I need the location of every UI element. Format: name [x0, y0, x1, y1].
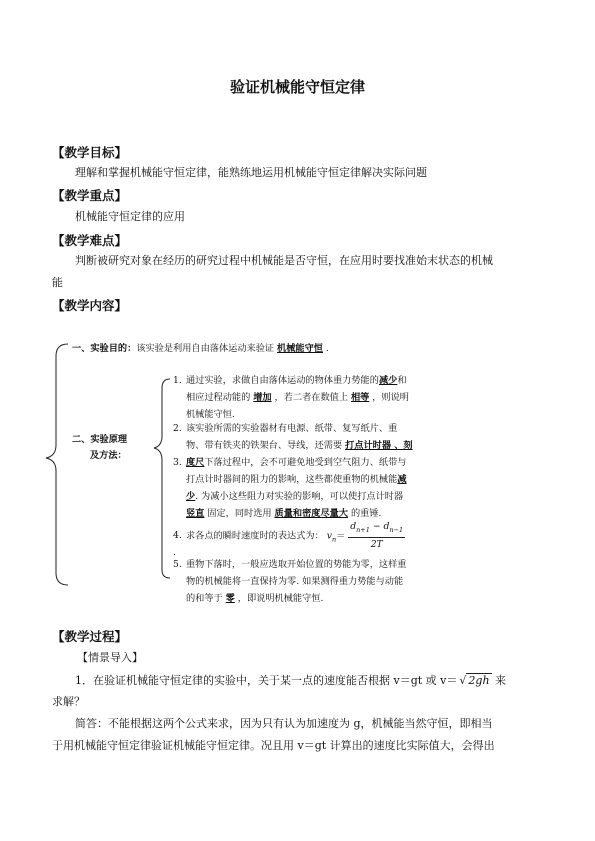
item-text: ，即说明机械能守恒.	[237, 593, 324, 604]
section-header-goal: 【教学目标】	[52, 145, 128, 160]
question-1-cont: 求解？	[52, 695, 85, 708]
item-text: 和	[397, 375, 407, 386]
item-number: 1.	[173, 375, 182, 386]
difficulty-text-2: 能	[52, 276, 63, 289]
difficulty-text-1: 判断被研究对象在经历的研究过程中机械能是否守恒，在应用时要找准始末状态的机械	[75, 254, 493, 267]
sqrt-radicand: 2gh	[468, 674, 490, 687]
question-1-line	[75, 670, 506, 692]
formula-sub: n+1	[356, 525, 370, 534]
blank-equal: 相等	[350, 392, 370, 403]
formula-sub: n	[331, 535, 337, 544]
item-text: 打点计时器间的阻力的影响，这些都使重物的机械能	[186, 474, 398, 485]
item-text: 下落过程中，会不可避免地受到空气阻力、纸带与	[204, 457, 407, 468]
item-text: ，若二者在数值上	[274, 392, 349, 403]
principle-label-1: 二、实验原理	[72, 434, 128, 445]
answer-line-1: 简答：不能根据这两个公式来求，因为只有认为加速度为 g，机械能当然守恒，即相当	[75, 717, 493, 730]
blank-decrease: 减少	[378, 375, 398, 386]
item-number: 5.	[173, 559, 182, 570]
formula-var: v	[326, 530, 332, 542]
item-number: 4.	[173, 530, 182, 542]
principle-item-5	[173, 556, 448, 607]
item-text: 物、带有铁夹的铁架台、导线，还需要	[186, 440, 343, 451]
formula-sub: n−1	[389, 525, 404, 534]
item-text: 机械能守恒.	[186, 409, 235, 420]
item-text: 该实验所需的实验器材有电源、纸带、复写纸片、重	[186, 423, 398, 434]
item-text: 固定，同时选用	[207, 508, 272, 519]
blank-zero: 零	[225, 593, 235, 604]
velocity-formula	[327, 520, 405, 552]
goal-text: 理解和掌握机械能守恒定律，能熟练地运用机械能守恒定律解决实际问题	[75, 166, 427, 179]
question-1-text: 1．在验证机械能守恒定律的实验中，关于某一点的速度能否根据 v＝gt 或 v＝	[75, 674, 458, 687]
sqrt-expression: √ 2gh	[459, 674, 490, 687]
formula-fraction	[348, 520, 405, 552]
section-header-process: 【教学过程】	[52, 629, 128, 644]
blank-ruler: 度尺	[186, 457, 205, 468]
formula-d: d	[383, 521, 390, 532]
section-header-difficulty: 【教学难点】	[52, 233, 128, 248]
item-text: 的重锤.	[350, 508, 382, 519]
principle-item-4	[173, 520, 448, 552]
formula-eq: ＝	[336, 530, 346, 542]
blank-vertical: 竖直	[186, 508, 205, 519]
purpose-end: .	[325, 343, 329, 354]
outer-brace	[46, 344, 68, 585]
formula-d: d	[350, 521, 357, 532]
blank-timer-ruler: 打点计时器 、刻	[345, 440, 413, 451]
page-title: 验证机械能守恒定律	[229, 78, 365, 96]
purpose-text: 该实验是利用自由落体运动来验证	[136, 343, 275, 354]
purpose-line	[72, 340, 329, 357]
principle-item-2	[173, 420, 448, 454]
blank-mass-density: 质量和密度尽量大	[274, 508, 349, 519]
purpose-blank: 机械能守恒	[277, 343, 323, 354]
question-1-end: 来	[495, 674, 507, 687]
purpose-label: 一、实验目的：	[72, 343, 137, 354]
item-text: . 为减小这些阻力对实验的影响，可以使打点计时器	[195, 491, 404, 502]
principle-item-1	[173, 372, 448, 423]
item-number: 2.	[173, 423, 182, 434]
section-header-key: 【教学重点】	[52, 188, 128, 203]
item-text: 相应过程动能的	[186, 392, 251, 403]
principle-label-2: 及方法：	[90, 450, 127, 461]
blank-decrease-2: 减	[397, 474, 407, 485]
item-text: 的和等于	[186, 593, 223, 604]
item4-period: .	[173, 547, 176, 558]
item-text: 物的机械能将一直保持为零. 如果测得重力势能与动能	[186, 576, 404, 587]
section-header-content: 【教学内容】	[52, 298, 128, 313]
blank-decrease-3: 少	[186, 491, 196, 502]
item-number: 3.	[173, 457, 182, 468]
blank-increase: 增加	[253, 392, 272, 403]
item-text: 重物下落时，一般应选取开始位置的势能为零，这样重	[186, 559, 407, 570]
key-text: 机械能守恒定律的应用	[75, 210, 185, 223]
inner-brace	[154, 379, 170, 578]
principle-item-3	[173, 454, 448, 522]
item-text: 求各点的瞬时速度时的表达式为：	[186, 530, 324, 542]
item-text: ，则说明	[372, 392, 409, 403]
formula-op: −	[369, 521, 384, 532]
formula-denominator: 2T	[370, 538, 383, 550]
subheader-intro: 【情景导入】	[77, 651, 143, 664]
item-text: 通过实验，求做自由落体运动的物体重力势能的	[186, 375, 379, 386]
answer-line-2: 于用机械能守恒定律验证机械能守恒定律。况且用 v＝gt 计算出的速度比实际值大，会得出	[52, 739, 495, 752]
